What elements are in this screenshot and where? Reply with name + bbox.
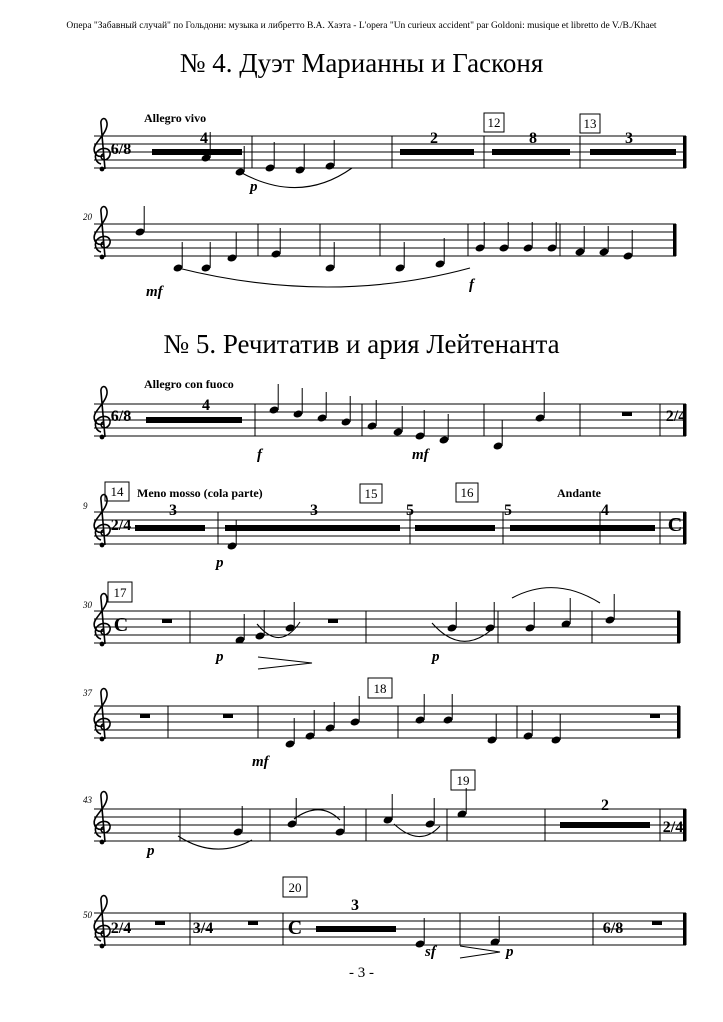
multi-measure-rest [492,149,570,155]
rehearsal-mark-15 [360,484,382,503]
svg-text:15: 15 [364,486,378,501]
whole-rest [223,714,233,718]
section-title-duet: № 4. Дуэт Марианны и Гасконя [179,48,544,78]
whole-rest [328,619,338,623]
multi-measure-rest [415,525,495,531]
time-signature-2-4 [111,920,131,937]
rehearsal-mark-20 [283,877,307,897]
dynamic-mf: mf [412,447,429,463]
rest-count: 8 [529,130,537,147]
rehearsal-mark-17 [108,582,132,602]
svg-text:6/8: 6/8 [602,920,624,937]
dynamic-p: p [216,649,224,665]
rehearsal-mark-18 [368,678,392,698]
svg-text:6/8: 6/8 [110,141,132,158]
tempo-allegro-vivo: Allegro vivo [144,111,207,125]
rehearsal-mark-19 [451,770,475,790]
svg-text:20: 20 [288,880,302,895]
dynamic-f: f [469,277,474,293]
svg-text:17: 17 [113,585,127,600]
treble-clef-icon [94,207,110,260]
svg-text:2/4: 2/4 [110,517,132,534]
multi-measure-rest [146,417,242,423]
staff-systems [94,119,686,949]
rest-count: 4 [200,130,208,147]
time-signature-2-4 [663,819,683,836]
page-number: - 3 - [349,965,374,981]
svg-text:18: 18 [373,681,387,696]
dynamic-p: p [250,179,258,195]
svg-text:13: 13 [583,116,597,131]
rest-count: 2 [601,797,609,814]
time-signature-6-8 [111,141,131,158]
rest-count: 3 [310,502,318,519]
rest-count: 5 [406,502,414,519]
measure-number-20: 20 [83,212,92,222]
time-signature-c [114,614,128,636]
svg-text:C: C [113,614,129,636]
measure-number-30: 30 [83,600,92,610]
rehearsal-mark-16 [456,483,478,502]
time-signature-2-4 [666,408,686,425]
end-barline [677,706,680,738]
page-header: Опера "Забавный случай" по Гольдони: музыка и либретто В.А. Хаэта - L'opera "Un curieux accident" par Goldoni: musique et libretto de V./B./Khaet [66,21,657,31]
whole-rest [622,412,632,416]
whole-rest [650,714,660,718]
slurs [178,168,600,958]
time-signature-2-4 [111,517,131,534]
multi-measure-rest [560,822,650,828]
end-barline [673,224,676,256]
dynamic-p: p [506,944,514,960]
treble-clef-icon [94,387,110,440]
dynamic-p: p [432,649,440,665]
multi-measure-rest [225,525,400,531]
multi-measure-rest [560,525,655,531]
svg-text:16: 16 [460,485,474,500]
whole-rest [155,921,165,925]
measure-number-43: 43 [83,795,92,805]
multi-measure-rest [152,149,242,155]
rest-count: 3 [351,897,359,914]
svg-text:2/4: 2/4 [665,408,687,425]
dynamic-p: p [147,843,155,859]
rehearsal-mark-14 [105,482,129,501]
treble-clef-icon [94,689,110,742]
rest-count: 2 [430,130,438,147]
svg-text:2/4: 2/4 [662,819,684,836]
svg-text:C: C [287,917,303,939]
dynamic-f: f [257,447,262,463]
end-barline [677,611,680,643]
tempo-andante: Andante [557,486,602,500]
tempo-meno-mosso: Meno mosso (cola parte) [137,486,263,500]
end-barline [683,136,686,168]
svg-text:3/4: 3/4 [192,920,214,937]
time-signature-c [288,917,302,939]
rehearsal-mark-13 [580,114,600,133]
dynamic-p: p [216,555,224,571]
time-signature-6-8 [603,920,623,937]
end-barline [683,512,686,544]
svg-text:6/8: 6/8 [110,408,132,425]
rest-count: 4 [202,397,210,414]
rest-count: 3 [169,502,177,519]
dynamic-mf: mf [252,754,269,770]
whole-rest [140,714,150,718]
rest-count: 3 [625,130,633,147]
multi-measure-rest [316,926,396,932]
rehearsal-mark-12 [484,113,504,132]
treble-clef-icon [94,792,110,845]
tempo-allegro-con-fuoco: Allegro con fuoco [144,377,234,391]
measure-number-50: 50 [83,910,92,920]
svg-text:C: C [667,514,683,536]
end-barline [683,913,686,945]
treble-clef-icon [94,119,110,172]
time-signature-3-4 [193,920,213,937]
treble-clef-icon [94,495,110,548]
multi-measure-rest [135,525,205,531]
end-barline [683,809,686,841]
svg-text:14: 14 [110,484,124,499]
time-signature-6-8 [111,408,131,425]
rest-count: 5 [504,502,512,519]
svg-text:2/4: 2/4 [110,920,132,937]
measure-number-37: 37 [83,688,92,698]
multi-measure-rest [400,149,474,155]
rest-count: 4 [601,502,609,519]
whole-rest [162,619,172,623]
dynamic-sf: sf [425,944,436,960]
time-signature-c [668,514,682,536]
whole-rest [652,921,662,925]
multi-measure-rest [590,149,676,155]
section-title-aria: № 5. Речитатив и ария Лейтенанта [163,329,560,359]
whole-rest [248,921,258,925]
svg-text:19: 19 [456,773,470,788]
measure-number-9: 9 [83,501,88,511]
dynamic-mf: mf [146,284,163,300]
svg-text:12: 12 [487,115,501,130]
treble-clef-icon [94,896,110,949]
